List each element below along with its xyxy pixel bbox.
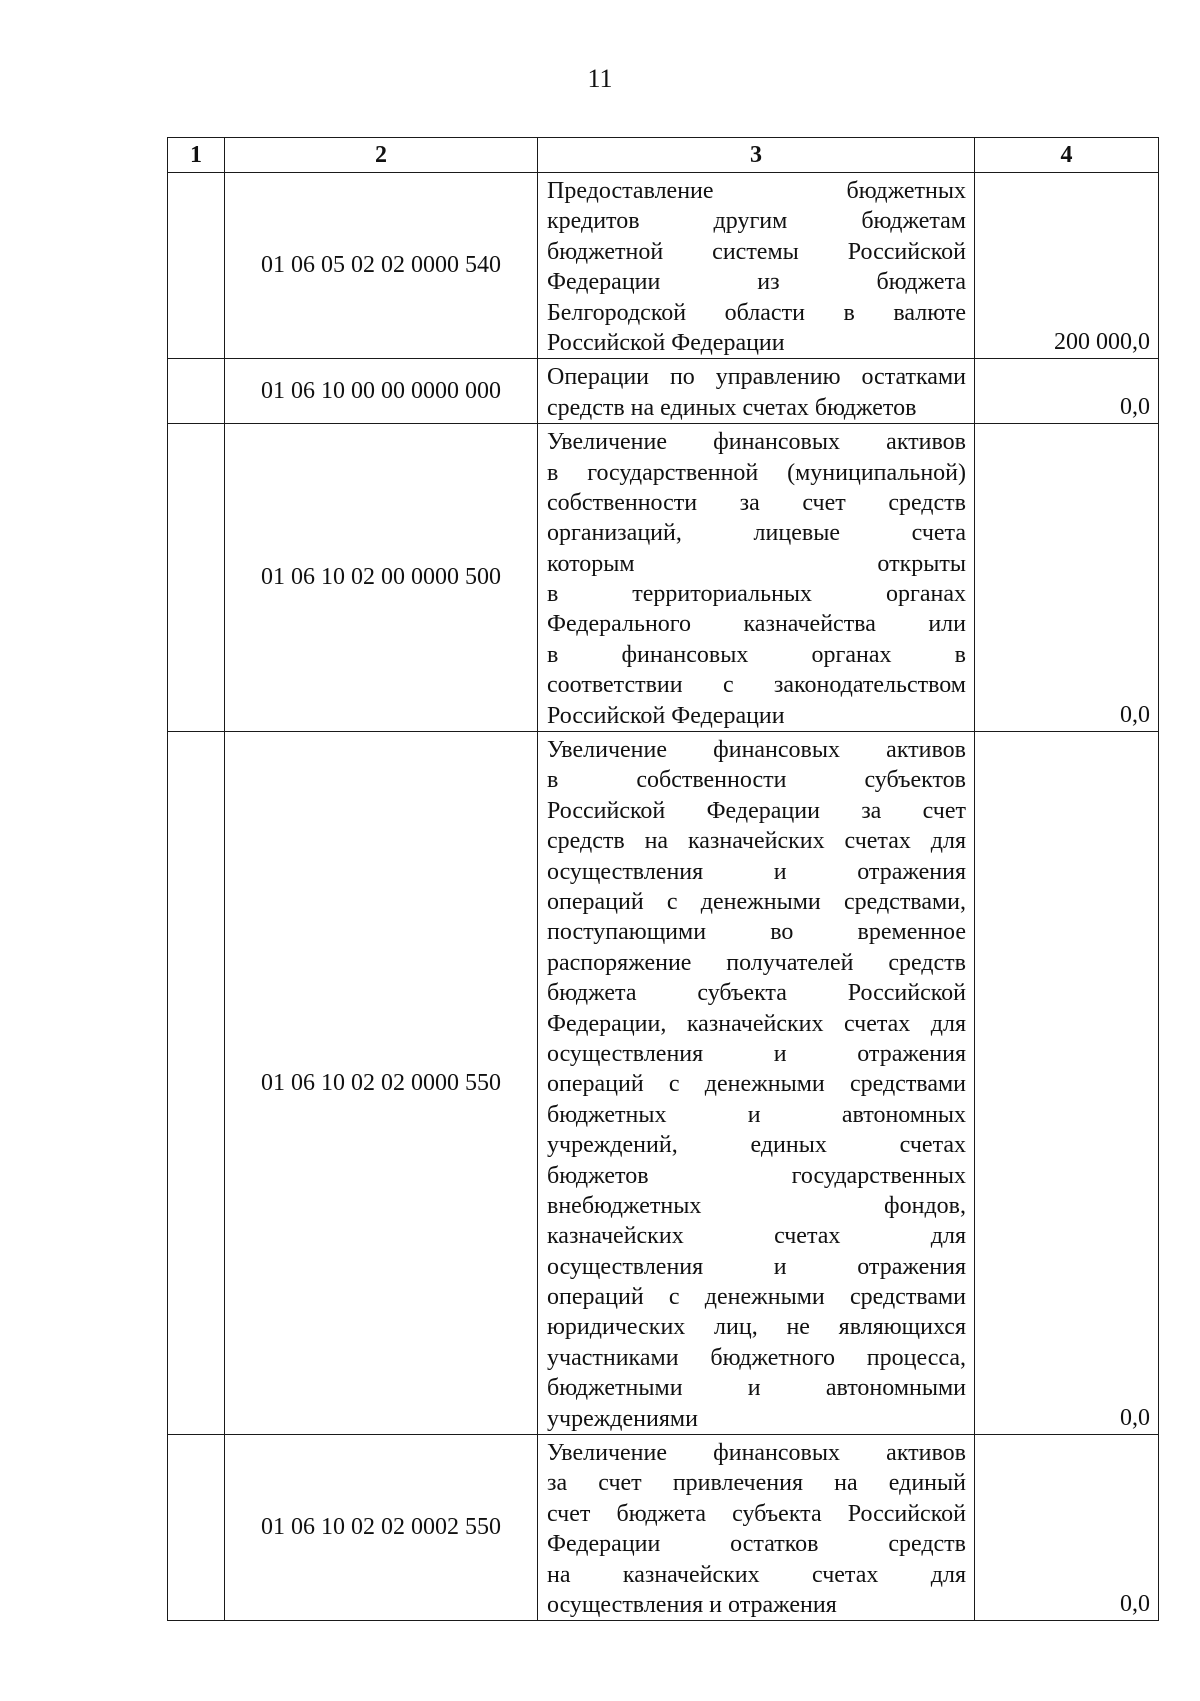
source-name-line: Российской Федерации	[547, 329, 785, 356]
source-name-line: Увеличение финансовых активов	[547, 429, 966, 456]
sources-financing-table	[167, 137, 1159, 1621]
source-name-line: бюджетной системы Российской	[547, 238, 966, 265]
header-col-3: 3	[538, 138, 975, 173]
source-name-cell	[538, 173, 975, 359]
source-name-line: за счет привлечения на единый	[547, 1470, 966, 1497]
table-row	[168, 359, 1159, 424]
source-name-line: средств на казначейских счетах для	[547, 828, 966, 855]
table-row	[168, 424, 1159, 732]
source-name-line: поступающими во временное	[547, 919, 966, 946]
source-name-line: осуществления и отражения	[547, 1040, 966, 1067]
amount-cell: 200 000,0	[975, 173, 1159, 359]
table-row	[168, 173, 1159, 359]
source-name-line: организаций, лицевые счета	[547, 520, 966, 547]
budget-code-cell: 01 06 10 02 00 0000 500	[225, 424, 538, 732]
source-name-line: операций с денежными средствами	[547, 1071, 966, 1098]
source-name-line: бюджетными и автономными	[547, 1375, 966, 1402]
source-name-cell	[538, 359, 975, 424]
table-row	[168, 1435, 1159, 1621]
source-name-line: кредитов другим бюджетам	[547, 208, 966, 235]
source-name-line: средств на единых счетах бюджетов	[547, 394, 917, 421]
row-number-cell	[168, 732, 225, 1435]
table-header-row	[168, 138, 1159, 173]
source-name-line: осуществления и отражения	[547, 858, 966, 885]
row-number-cell	[168, 173, 225, 359]
amount-cell: 0,0	[975, 424, 1159, 732]
source-name-line: Увеличение финансовых активов	[547, 1440, 966, 1467]
source-name-line: Федерации, казначейских счетах для	[547, 1010, 966, 1037]
source-name-line: в собственности субъектов	[547, 767, 966, 794]
table-body	[168, 173, 1159, 1621]
source-name-line: Российской Федерации	[547, 702, 785, 729]
source-name-line: соответствии с законодательством	[547, 672, 966, 699]
source-name-line: учреждениями	[547, 1405, 698, 1432]
source-name-line: Предоставление бюджетных	[547, 178, 966, 204]
source-name-line: участниками бюджетного процесса,	[547, 1344, 966, 1371]
source-name-line: бюджетных и автономных	[547, 1101, 966, 1128]
source-name-line: осуществления и отражения	[547, 1591, 837, 1618]
source-name-line: в государственной (муниципальной)	[547, 459, 966, 486]
table-row	[168, 732, 1159, 1435]
amount-cell: 0,0	[975, 1435, 1159, 1621]
header-col-2: 2	[225, 138, 538, 173]
budget-code-cell: 01 06 10 02 02 0002 550	[225, 1435, 538, 1621]
row-number-cell	[168, 359, 225, 424]
row-number-cell	[168, 424, 225, 732]
row-number-cell	[168, 1435, 225, 1621]
source-name-line: казначейских счетах для	[547, 1223, 966, 1250]
source-name-line: в территориальных органах	[547, 581, 966, 608]
budget-code-cell: 01 06 10 02 02 0000 550	[225, 732, 538, 1435]
source-name-cell	[538, 1435, 975, 1621]
source-name-line: внебюджетных фондов,	[547, 1192, 966, 1219]
amount-cell: 0,0	[975, 359, 1159, 424]
source-name-line: Федерального казначейства или	[547, 611, 966, 638]
source-name-line: в финансовых органах в	[547, 641, 966, 668]
header-col-1: 1	[168, 138, 225, 173]
source-name-line: бюджета субъекта Российской	[547, 980, 966, 1007]
source-name-line: Федерации остатков средств	[547, 1531, 966, 1558]
source-name-line: Белгородской области в валюте	[547, 299, 966, 326]
source-name-line: которым открыты	[547, 550, 966, 577]
source-name-line: операций с денежными средствами	[547, 1284, 966, 1311]
budget-code-cell: 01 06 10 00 00 0000 000	[225, 359, 538, 424]
source-name-cell	[538, 732, 975, 1435]
source-name-line: операций с денежными средствами,	[547, 888, 966, 915]
page-number: 11	[587, 64, 613, 93]
source-name-line: Федерации из бюджета	[547, 269, 966, 296]
source-name-line: учреждений, единых счетах	[547, 1132, 966, 1159]
source-name-line: Операции по управлению остатками	[547, 364, 966, 391]
header-col-4: 4	[975, 138, 1159, 173]
source-name-line: юридических лиц, не являющихся	[547, 1314, 966, 1341]
source-name-line: осуществления и отражения	[547, 1253, 966, 1280]
source-name-line: распоряжение получателей средств	[547, 949, 966, 976]
amount-cell: 0,0	[975, 732, 1159, 1435]
source-name-line: Российской Федерации за счет	[547, 797, 966, 824]
budget-code-cell: 01 06 05 02 02 0000 540	[225, 173, 538, 359]
source-name-line: бюджетов государственных	[547, 1162, 966, 1189]
source-name-line: собственности за счет средств	[547, 489, 966, 516]
source-name-cell	[538, 424, 975, 732]
source-name-line: Увеличение финансовых активов	[547, 737, 966, 764]
source-name-line: на казначейских счетах для	[547, 1561, 966, 1588]
source-name-line: счет бюджета субъекта Российской	[547, 1500, 966, 1527]
